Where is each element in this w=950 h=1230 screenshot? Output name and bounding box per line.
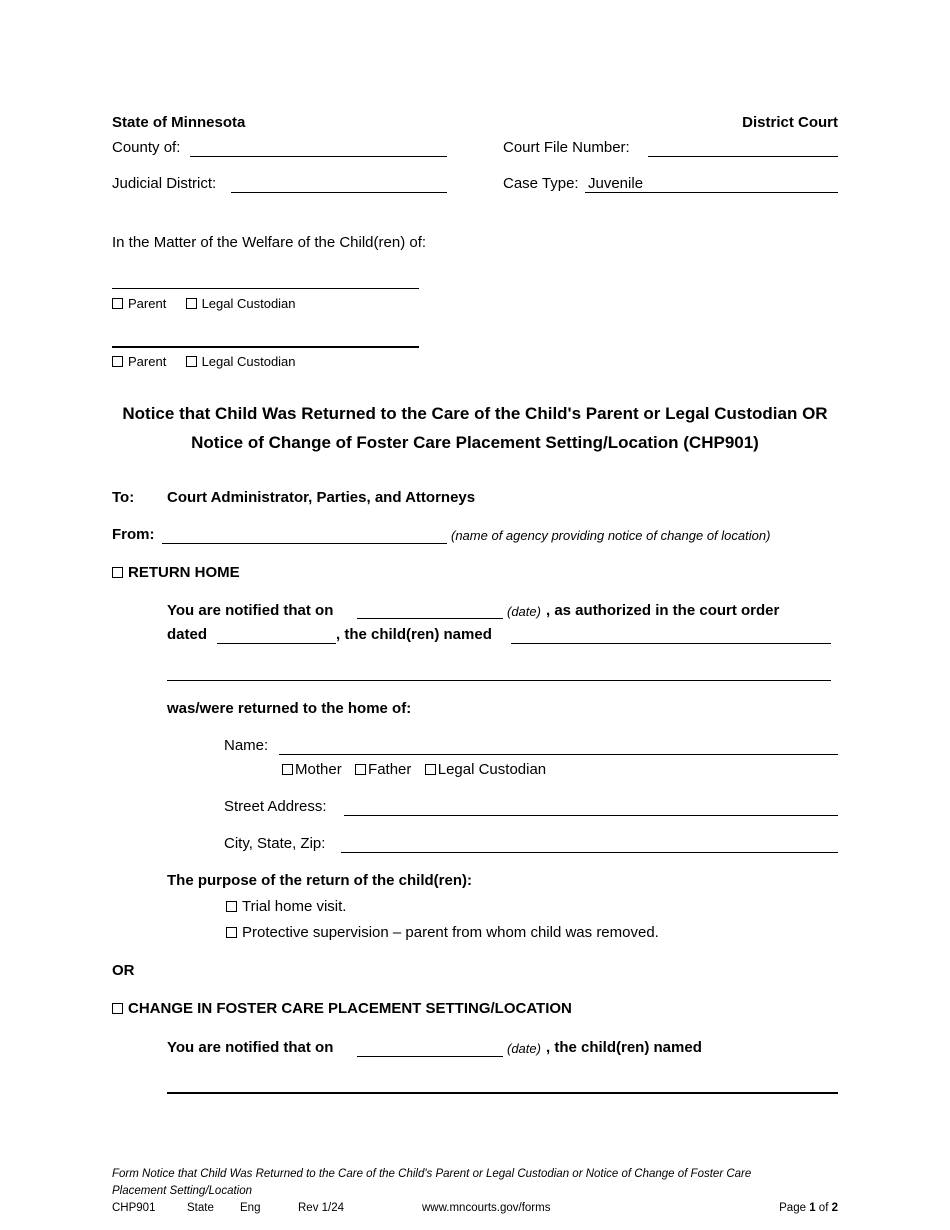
district-field[interactable] bbox=[231, 192, 447, 193]
legal-custodian-label: Legal Custodian bbox=[437, 761, 547, 778]
street-label: Street Address: bbox=[224, 798, 327, 815]
party2-parent-label: Parent bbox=[128, 354, 167, 369]
child-name-field-2[interactable] bbox=[167, 680, 831, 681]
return-home-checkbox[interactable] bbox=[112, 567, 123, 578]
footer-page-total: 2 bbox=[831, 1202, 838, 1214]
party1-parent-checkbox[interactable] bbox=[112, 298, 123, 309]
footer-page-of: of bbox=[818, 1202, 829, 1214]
court-file-label: Court File Number: bbox=[503, 139, 630, 156]
state-label: State of Minnesota bbox=[112, 114, 246, 131]
child-named-text: , the child(ren) named bbox=[336, 626, 492, 643]
county-label: County of: bbox=[112, 139, 181, 156]
to-value: Court Administrator, Parties, and Attorneys bbox=[167, 489, 476, 506]
county-field[interactable] bbox=[190, 156, 447, 157]
party2-custodian-checkbox[interactable] bbox=[186, 356, 197, 367]
from-field[interactable] bbox=[162, 543, 447, 544]
purpose-heading: The purpose of the return of the child(ren): bbox=[167, 872, 472, 889]
trial-visit-checkbox[interactable] bbox=[226, 901, 237, 912]
party1-custodian-label: Legal Custodian bbox=[201, 296, 296, 311]
footer-state: State bbox=[187, 1202, 214, 1214]
form-title-line2: Notice of Change of Foster Care Placement Setting/Location (CHP901) bbox=[191, 433, 759, 452]
footer-code: CHP901 bbox=[112, 1202, 156, 1214]
district-label: Judicial District: bbox=[112, 175, 217, 192]
footer-form-title-1: Form Notice that Child Was Returned to the Care of the Child's Parent or Legal Custodian or Notice of Change of Foster Care bbox=[112, 1168, 752, 1180]
from-label: From: bbox=[112, 526, 155, 543]
dated-label: dated bbox=[167, 626, 208, 643]
foster-date-note: (date) bbox=[507, 1041, 541, 1056]
foster-notified-text: You are notified that on bbox=[167, 1039, 334, 1056]
return-date-field[interactable] bbox=[357, 618, 503, 619]
court-label: District Court bbox=[742, 114, 838, 131]
party2-options bbox=[112, 354, 296, 369]
mother-label: Mother bbox=[295, 761, 342, 778]
footer-page-num: 1 bbox=[809, 1202, 816, 1214]
footer-form-title-2: Placement Setting/Location bbox=[112, 1185, 253, 1197]
protective-supervision-label: Protective supervision – parent from whom child was removed. bbox=[242, 924, 659, 941]
party2-name-field[interactable] bbox=[112, 346, 419, 348]
father-checkbox[interactable] bbox=[355, 764, 366, 775]
name-label: Name: bbox=[224, 737, 269, 754]
legal-custodian-checkbox[interactable] bbox=[425, 764, 436, 775]
order-date-field[interactable] bbox=[217, 643, 336, 644]
party1-name-field[interactable] bbox=[112, 288, 419, 289]
protective-supervision-checkbox[interactable] bbox=[226, 927, 237, 938]
foster-child-name-field[interactable] bbox=[167, 1092, 838, 1094]
purpose-trial bbox=[226, 898, 346, 915]
from-note: (name of agency providing notice of change of location) bbox=[451, 528, 771, 543]
party1-parent-label: Parent bbox=[128, 296, 167, 311]
party1-options bbox=[112, 296, 296, 311]
relationship-options bbox=[282, 761, 546, 778]
foster-change-checkbox[interactable] bbox=[112, 1003, 123, 1014]
street-field[interactable] bbox=[344, 815, 838, 816]
footer-page-prefix: Page bbox=[779, 1202, 806, 1214]
returned-to-text: was/were returned to the home of: bbox=[167, 700, 412, 717]
foster-change-label: CHANGE IN FOSTER CARE PLACEMENT SETTING/LOCATION bbox=[128, 1000, 572, 1017]
party2-custodian-label: Legal Custodian bbox=[201, 354, 296, 369]
child-name-field[interactable] bbox=[511, 643, 831, 644]
foster-child-named-text: , the child(ren) named bbox=[546, 1039, 702, 1056]
purpose-protective bbox=[226, 924, 659, 941]
to-label: To: bbox=[112, 489, 135, 506]
case-type-label: Case Type: bbox=[503, 175, 579, 192]
foster-date-field[interactable] bbox=[357, 1056, 503, 1057]
form-title-line1: Notice that Child Was Returned to the Care of the Child's Parent or Legal Custodian OR bbox=[122, 404, 828, 423]
case-type-value: Juvenile bbox=[588, 175, 644, 192]
father-label: Father bbox=[368, 761, 412, 778]
foster-change-heading bbox=[112, 1000, 572, 1017]
return-date-note: (date) bbox=[507, 604, 541, 619]
footer-lang: Eng bbox=[240, 1202, 261, 1214]
city-field[interactable] bbox=[341, 852, 838, 853]
home-name-field[interactable] bbox=[279, 754, 838, 755]
footer-rev: Rev 1/24 bbox=[298, 1202, 345, 1214]
return-home-heading bbox=[112, 564, 240, 581]
trial-visit-label: Trial home visit. bbox=[242, 898, 347, 915]
or-separator: OR bbox=[112, 962, 135, 979]
return-home-label: RETURN HOME bbox=[128, 564, 240, 581]
case-type-field[interactable] bbox=[585, 192, 838, 193]
mother-checkbox[interactable] bbox=[282, 764, 293, 775]
party1-custodian-checkbox[interactable] bbox=[186, 298, 197, 309]
authorized-text: , as authorized in the court order bbox=[546, 602, 780, 619]
party2-parent-checkbox[interactable] bbox=[112, 356, 123, 367]
footer-page bbox=[779, 1202, 838, 1214]
footer-url[interactable]: www.mncourts.gov/forms bbox=[422, 1202, 551, 1214]
city-label: City, State, Zip: bbox=[224, 835, 326, 852]
matter-heading: In the Matter of the Welfare of the Child(ren) of: bbox=[112, 234, 427, 251]
court-file-field[interactable] bbox=[648, 156, 838, 157]
return-notified-text: You are notified that on bbox=[167, 602, 334, 619]
